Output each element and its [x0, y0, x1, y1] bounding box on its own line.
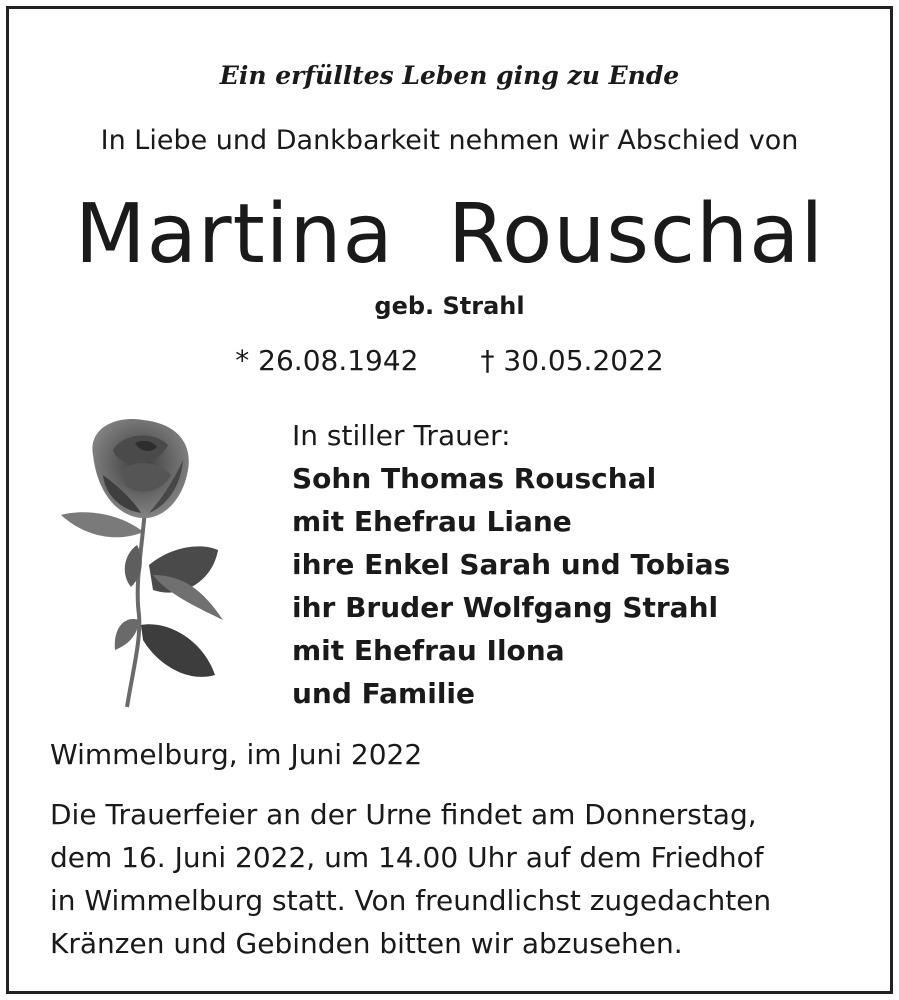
death-date: † 30.05.2022 [480, 344, 664, 377]
life-dates [9, 344, 890, 377]
ceremony-line: dem 16. Juni 2022, um 14.00 Uhr auf dem Friedhof [50, 841, 764, 874]
mourner-line: mit Ehefrau Ilona [292, 634, 565, 667]
ceremony-line: Die Trauerfeier an der Urne findet am Donnerstag, [50, 798, 757, 831]
mourner-line: Sohn Thomas Rouschal [292, 462, 657, 495]
last-name: Rouschal [447, 187, 825, 282]
place-date: Wimmelburg, im Juni 2022 [50, 738, 423, 771]
first-name: Martina [74, 187, 394, 282]
intro-line: In Liebe und Dankbarkeit nehmen wir Abschied von [100, 125, 799, 156]
rose-icon [53, 415, 233, 710]
motto-line: Ein erfülltes Leben ging zu Ende [219, 61, 680, 90]
maiden-name: geb. Strahl [374, 292, 525, 320]
deceased-name [9, 187, 890, 282]
ceremony-info [50, 793, 880, 965]
ceremony-line: Kränzen und Gebinden bitten wir abzusehen. [50, 927, 683, 960]
ceremony-line: in Wimmelburg statt. Von freundlichst zugedachten [50, 884, 772, 917]
mourners-list [292, 414, 730, 715]
mourners-lead: In stiller Trauer: [292, 419, 511, 452]
birth-date: * 26.08.1942 [235, 344, 419, 377]
obituary-notice [6, 6, 893, 994]
mourner-line: ihre Enkel Sarah und Tobias [292, 548, 731, 581]
mourner-line: ihr Bruder Wolfgang Strahl [292, 591, 719, 624]
mourner-line: mit Ehefrau Liane [292, 505, 572, 538]
mourner-line: und Familie [292, 677, 475, 710]
